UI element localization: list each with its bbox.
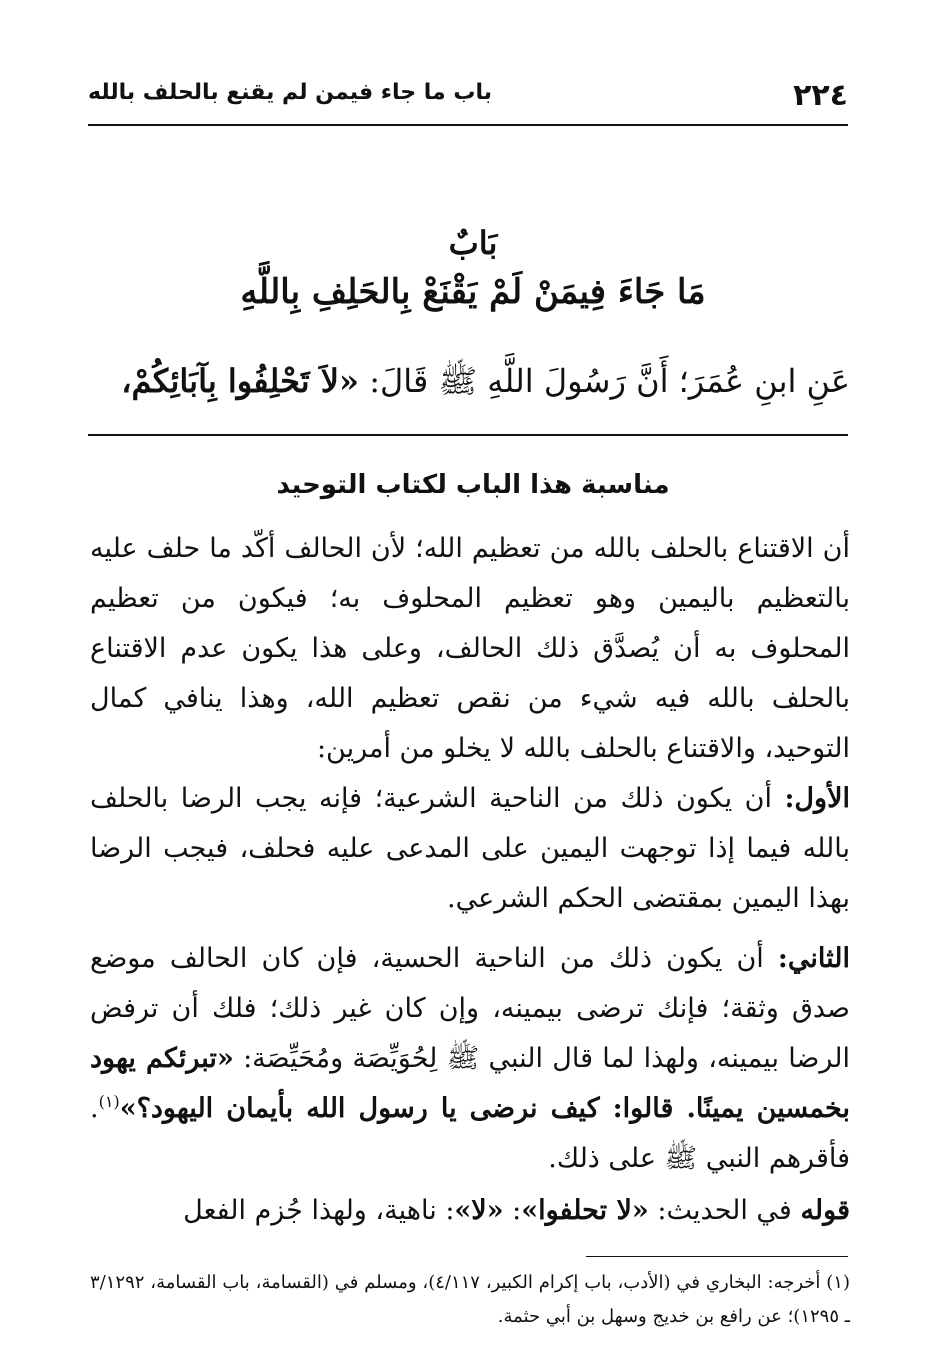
- hadith-text: [90, 362, 850, 408]
- commentary-quote-1: «لا تحلفوا»: [521, 1195, 649, 1226]
- second-matter-quote: «تبرئكم يهود بخمسين يمينًا. قالوا: كيف نرضى يا رسول الله بأيمان اليهود؟»: [90, 1043, 850, 1124]
- hadith-intro: عَنِ ابنِ عُمَرَ؛ أَنَّ رَسُولَ اللَّهِ ﷺ قَالَ:: [359, 362, 850, 400]
- second-matter-ending: . فأقرهم النبي ﷺ على ذلك.: [90, 1093, 850, 1174]
- commentary-label: قوله: [800, 1195, 850, 1226]
- paragraph-commentary: [90, 1186, 850, 1236]
- second-matter-label: الثاني:: [777, 943, 850, 974]
- commentary-text-c: : ناهية، ولهذا جُزم الفعل: [183, 1195, 455, 1226]
- second-matter-text: أن يكون ذلك من الناحية الحسية، فإن كان الحالف موضع صدق وثقة؛ فإنك ترضى بيمينه، وإن كان غير ذلك؛ فلك أن ترفض الرضا بيمينه، ولهذا لما قال النبي ﷺ لِحُوَيِّصَة ومُحَيِّصَة:: [90, 943, 850, 1074]
- commentary-text-a: في الحديث:: [648, 1195, 801, 1226]
- hadith-rule: [88, 434, 848, 436]
- paragraph-intro: أن الاقتناع بالحلف بالله من تعظيم الله؛ لأن الحالف أكّد ما حلف عليه بالتعظيم باليمين وهو تعظيم المحلوف به؛ فيكون من تعظيم المحلوف به أن يُصدَّق ذلك الحالف، وعلى هذا يكون عدم الاقتناع بالحلف بالله فيه شيء من نقص تعظيم الله، وهذا ينافي كمال التوحيد، والاقتناع بالحلف بالله لا يخلو من أمرين:: [90, 533, 850, 764]
- page-header: [88, 70, 848, 122]
- footnote-ref: (١): [98, 1092, 120, 1111]
- footnote-rule: [586, 1256, 848, 1257]
- paragraph-first-matter: [90, 774, 850, 924]
- first-matter-label: الأول:: [784, 783, 850, 814]
- page-number: ٢٢٤: [793, 78, 848, 113]
- footnote: (١) أخرجه: البخاري في (الأدب، باب إكرام الكبير، ٤/١١٧)، ومسلم في (القسامة، باب القسامة، ٣/١٢٩٢ ـ ١٢٩٥)؛ عن رافع بن خديج وسهل بن أبي حثمة.: [90, 1272, 850, 1327]
- running-title: باب ما جاء فيمن لم يقنع بالحلف بالله: [88, 80, 492, 105]
- commentary-quote-2: «لا»: [454, 1195, 504, 1226]
- header-rule: [88, 124, 848, 126]
- chapter-label: بَابٌ: [448, 224, 498, 262]
- commentary-text-b: :: [503, 1195, 522, 1226]
- paragraph-second-matter: [90, 934, 850, 1184]
- section-heading: مناسبة هذا الباب لكتاب التوحيد: [276, 470, 670, 500]
- chapter-title: مَا جَاءَ فِيمَنْ لَمْ يَقْنَعْ بِالحَلِفِ بِاللَّهِ: [240, 272, 706, 312]
- first-matter-text: أن يكون ذلك من الناحية الشرعية؛ فإنه يجب الرضا بالحلف بالله فيما إذا توجهت اليمين على المدعى عليه فحلف، فيجب الرضا بهذا اليمين بمقتضى الحكم الشرعي.: [90, 783, 850, 914]
- hadith-quote: «لاَ تَحْلِفُوا بِآبَائِكُمْ،: [121, 362, 360, 400]
